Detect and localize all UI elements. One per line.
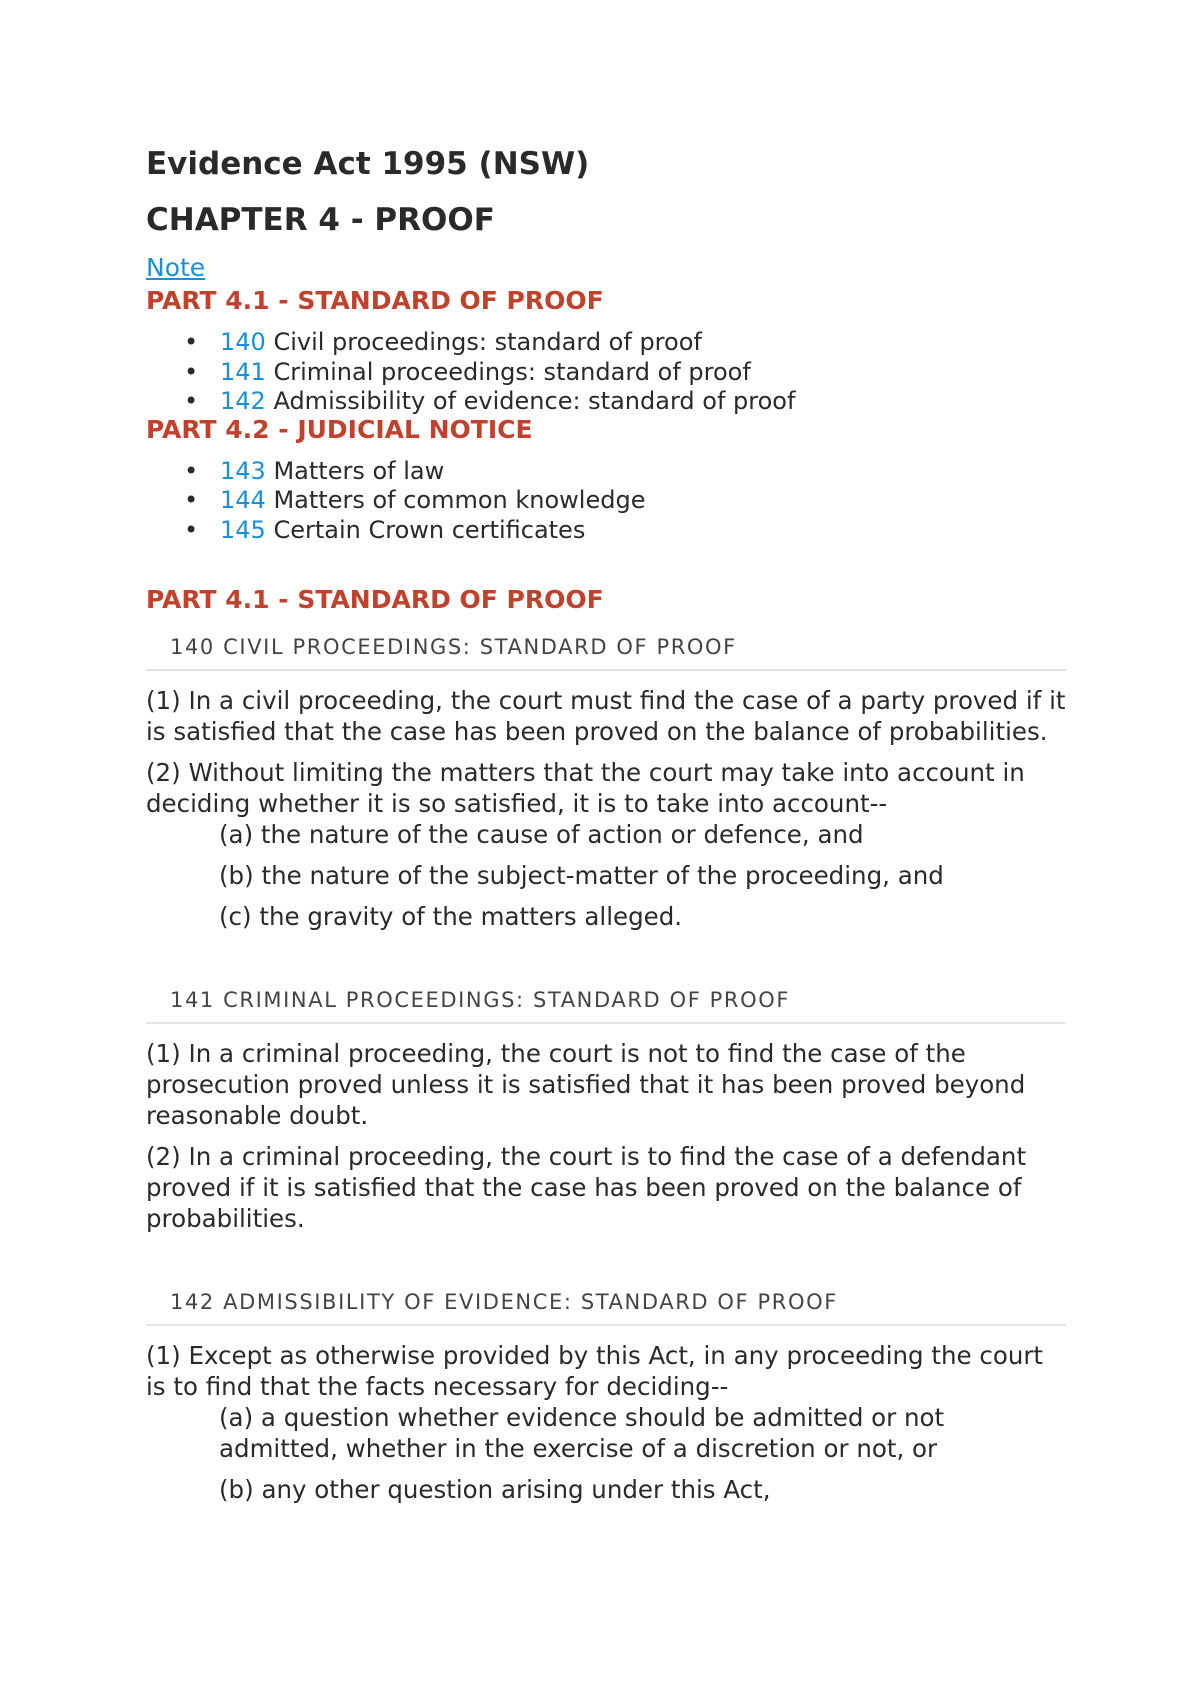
bullet-icon: • — [184, 328, 199, 356]
note-link[interactable]: Note — [146, 253, 206, 282]
section-140-sub-b: (b) the nature of the subject-matter of the proceeding, and — [219, 861, 944, 890]
section-141-para-1: (1) In a criminal proceeding, the court is not to find the case of the prosecution proved unless it is satisfied that it has been proved beyond reasonable doubt. — [146, 1039, 1026, 1130]
section-142-para-1: (1) Except as otherwise provided by this Act, in any proceeding the court is to find that the facts necessary for deciding-- — [146, 1341, 1044, 1401]
toc-item-145 — [146, 516, 1066, 546]
document-title: Evidence Act 1995 (NSW) — [146, 146, 590, 182]
toc-item-title: Criminal proceedings: standard of proof — [273, 357, 751, 386]
toc-item-title: Certain Crown certificates — [273, 515, 586, 544]
section-142-sub-b: (b) any other question arising under this Act, — [219, 1475, 771, 1504]
toc-item-143 — [146, 457, 1066, 487]
toc-link-145[interactable]: 145 — [220, 515, 266, 544]
bullet-icon: • — [184, 387, 199, 415]
bullet-icon: • — [184, 515, 199, 544]
section-140-para-1: (1) In a civil proceeding, the court must find the case of a party proved if it is satisfied that the case has been proved on the balance of probabilities. — [146, 686, 1066, 746]
toc-item-144 — [146, 486, 1066, 516]
section-140-sub-a: (a) the nature of the cause of action or defence, and — [219, 820, 864, 849]
toc-item-title: Matters of law — [273, 456, 445, 485]
part-4-1-heading: PART 4.1 - STANDARD OF PROOF — [146, 585, 604, 614]
bullet-icon: • — [184, 456, 199, 485]
document-content — [146, 136, 1066, 1505]
toc-item-142 — [146, 387, 1066, 417]
toc-part-4-1-list — [146, 328, 1066, 417]
toc-link-140[interactable]: 140 — [220, 328, 266, 356]
section-141-para-2: (2) In a criminal proceeding, the court is to find the case of a defendant proved if it is satisfied that the case has been proved on the balance of probabilities. — [146, 1142, 1027, 1233]
toc-item-141 — [146, 358, 1066, 388]
toc-link-144[interactable]: 144 — [220, 486, 266, 514]
toc-part-4-1-heading: PART 4.1 - STANDARD OF PROOF — [146, 286, 604, 315]
toc-link-143[interactable]: 143 — [220, 456, 266, 485]
bullet-icon: • — [184, 486, 199, 514]
toc-item-title: Civil proceedings: standard of proof — [273, 328, 702, 356]
toc-link-141[interactable]: 141 — [220, 357, 266, 386]
toc-item-title: Admissibility of evidence: standard of proof — [273, 387, 796, 415]
section-142-heading: 142 ADMISSIBILITY OF EVIDENCE: STANDARD OF PROOF — [146, 1286, 1066, 1326]
section-140-sub-c: (c) the gravity of the matters alleged. — [219, 902, 683, 931]
section-142-sub-a: (a) a question whether evidence should be admitted or not admitted, whether in the exercise of a discretion or not, or — [219, 1403, 945, 1463]
chapter-title: CHAPTER 4 - PROOF — [146, 202, 495, 238]
toc-item-title: Matters of common knowledge — [273, 486, 646, 514]
toc-item-140 — [146, 328, 1066, 358]
section-140-heading: 140 CIVIL PROCEEDINGS: STANDARD OF PROOF — [146, 631, 1066, 671]
toc-link-142[interactable]: 142 — [220, 387, 266, 415]
bullet-icon: • — [184, 357, 199, 386]
toc-part-4-2-heading: PART 4.2 - JUDICIAL NOTICE — [146, 414, 533, 444]
toc-part-4-2-list — [146, 457, 1066, 546]
section-140-para-2: (2) Without limiting the matters that the court may take into account in deciding whether it is so satisfied, it is to take into account-- — [146, 758, 1025, 818]
section-141-heading: 141 CRIMINAL PROCEEDINGS: STANDARD OF PROOF — [146, 984, 1066, 1024]
